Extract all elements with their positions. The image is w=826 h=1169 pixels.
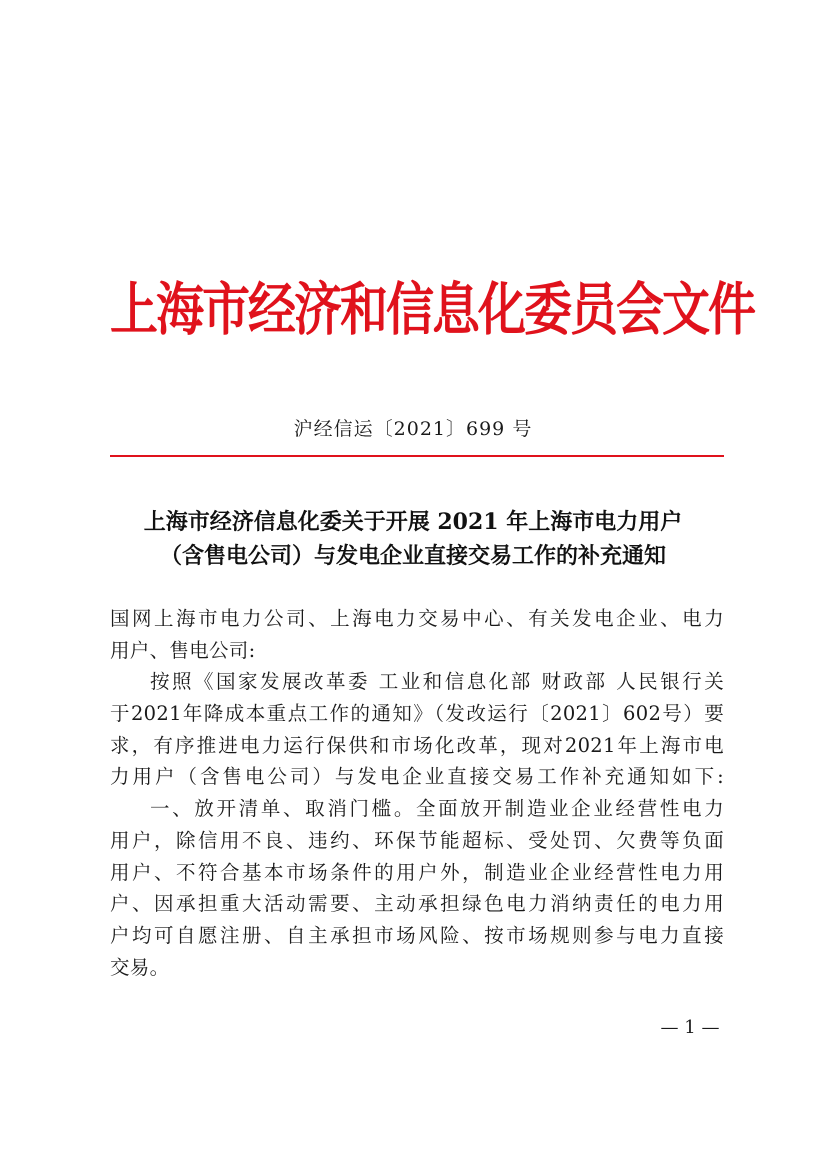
title-line-1: 上海市经济信息化委关于开展 2021 年上海市电力用户 <box>143 509 683 535</box>
body-line: 用户，除信用不良、违约、环保节能超标、受处罚、欠费等负面 <box>110 828 724 852</box>
document-title <box>100 505 726 573</box>
page-number: — 1 — <box>660 1017 720 1038</box>
document-number: 沪经信运〔2021〕699 号 <box>293 418 533 440</box>
red-divider-line <box>110 455 724 457</box>
body-line: 用户、不符合基本市场条件的用户外，制造业企业经营性电力用 <box>110 860 724 884</box>
issuer-masthead: 上海市经济和信息化委员会文件 <box>110 276 755 344</box>
document-body <box>110 603 724 983</box>
title-line-2: （含售电公司）与发电企业直接交易工作的补充通知 <box>159 543 666 569</box>
body-line: 国网上海市电力公司、上海电力交易中心、有关发电企业、电力 <box>110 607 724 630</box>
body-line: 用户、售电公司: <box>110 638 256 662</box>
body-line: 户、因承担重大活动需要、主动承担绿色电力消纳责任的电力用 <box>110 892 724 916</box>
body-line: 户均可自愿注册、自主承担市场风险、按市场规则参与电力直接 <box>110 923 724 947</box>
body-line: 一、放开清单、取消门槛。全面放开制造业企业经营性电力 <box>150 797 724 821</box>
body-line: 力用户（含售电公司）与发电企业直接交易工作补充通知如下: <box>110 765 724 789</box>
body-line: 交易。 <box>110 955 170 979</box>
body-line: 按照《国家发展改革委 工业和信息化部 财政部 人民银行关 <box>150 670 724 694</box>
body-line: 于2021年降成本重点工作的通知》（发改运行〔2021〕602号）要 <box>110 702 724 726</box>
body-line: 求，有序推进电力运行保供和市场化改革，现对2021年上海市电 <box>110 733 724 757</box>
